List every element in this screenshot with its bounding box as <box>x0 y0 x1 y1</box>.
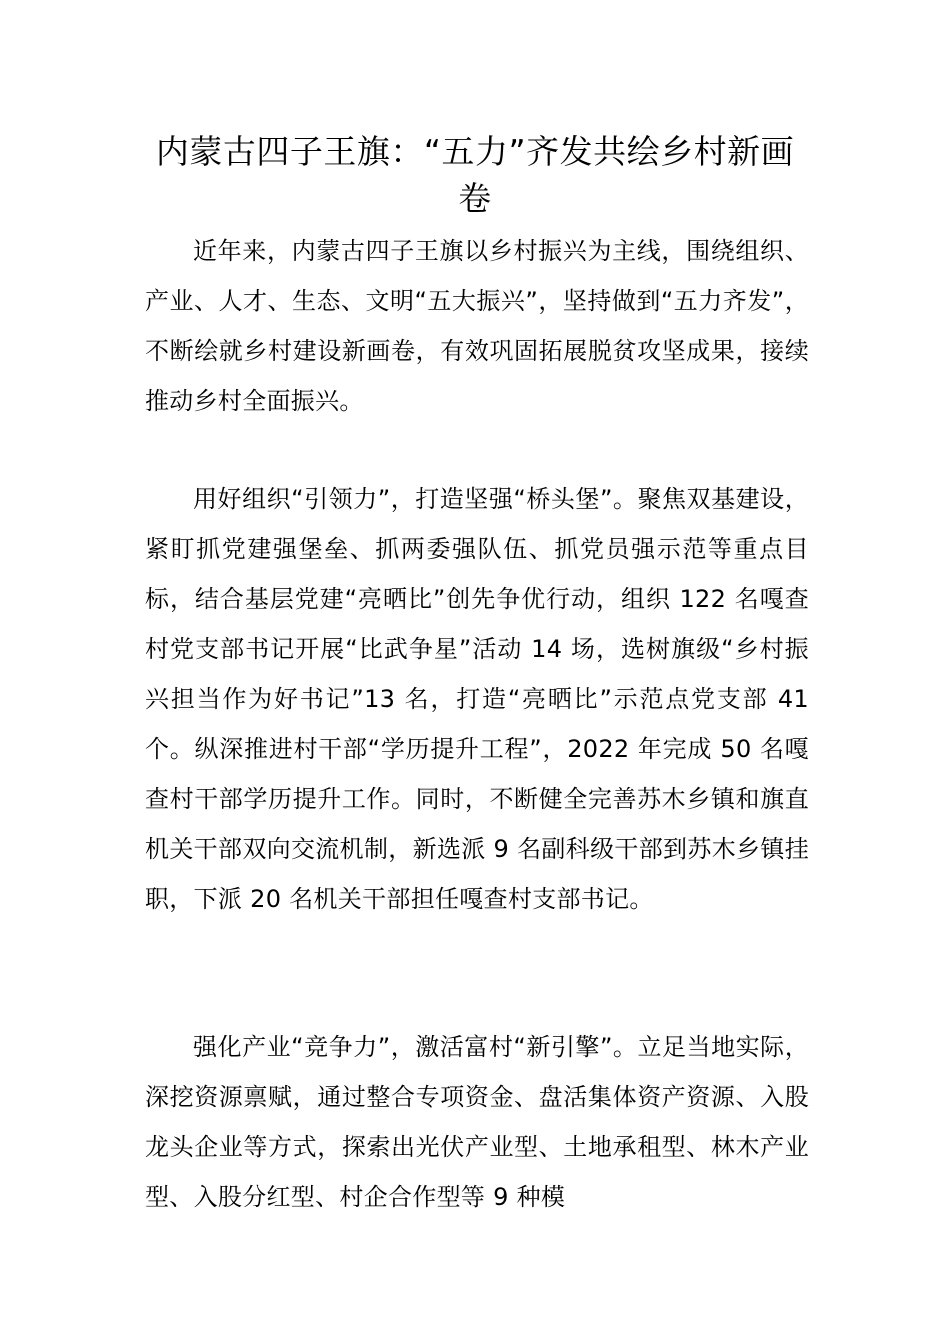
paragraph-intro: 近年来，内蒙古四子王旗以乡村振兴为主线，围绕组织、产业、人才、生态、文明“五大振兴”，坚持做到“五力齐发”，不断绘就乡村建设新画卷，有效巩固拓展脱贫攻坚成果，接续推动乡村全面振兴。 <box>145 237 809 415</box>
document-title: 内蒙古四子王旗：“五力”齐发共绘乡村新画卷 <box>155 132 795 218</box>
paragraph-organization: 用好组织“引领力”，打造坚强“桥头堡”。聚焦双基建设，紧盯抓党建强堡垒、抓两委强队伍、抓党员强示范等重点目标，结合基层党建“亮晒比”创先争优行动，组织 122 名嘎查村党支部书记开展“比武争星”活动 14 场，选树旗级“乡村振兴担当作为好书记”13 名，打造“亮晒比”示范点党支部 41 个。纵深推进村干部“学历提升工程”，2022 年完成 50 名嘎查村干部学历提升工作。同时，不断健全完善苏木乡镇和旗直机关干部双向交流机制，新选派 9 名副科级干部到苏木乡镇挂职，下派 20 名机关干部担任嘎查村支部书记。 <box>145 485 809 913</box>
paragraph-industry: 强化产业“竞争力”，激活富村“新引擎”。立足当地实际，深挖资源禀赋，通过整合专项资金、盘活集体资产资源、入股龙头企业等方式，探索出光伏产业型、土地承租型、林木产业型、入股分红型、村企合作型等 9 种模 <box>145 1033 809 1211</box>
